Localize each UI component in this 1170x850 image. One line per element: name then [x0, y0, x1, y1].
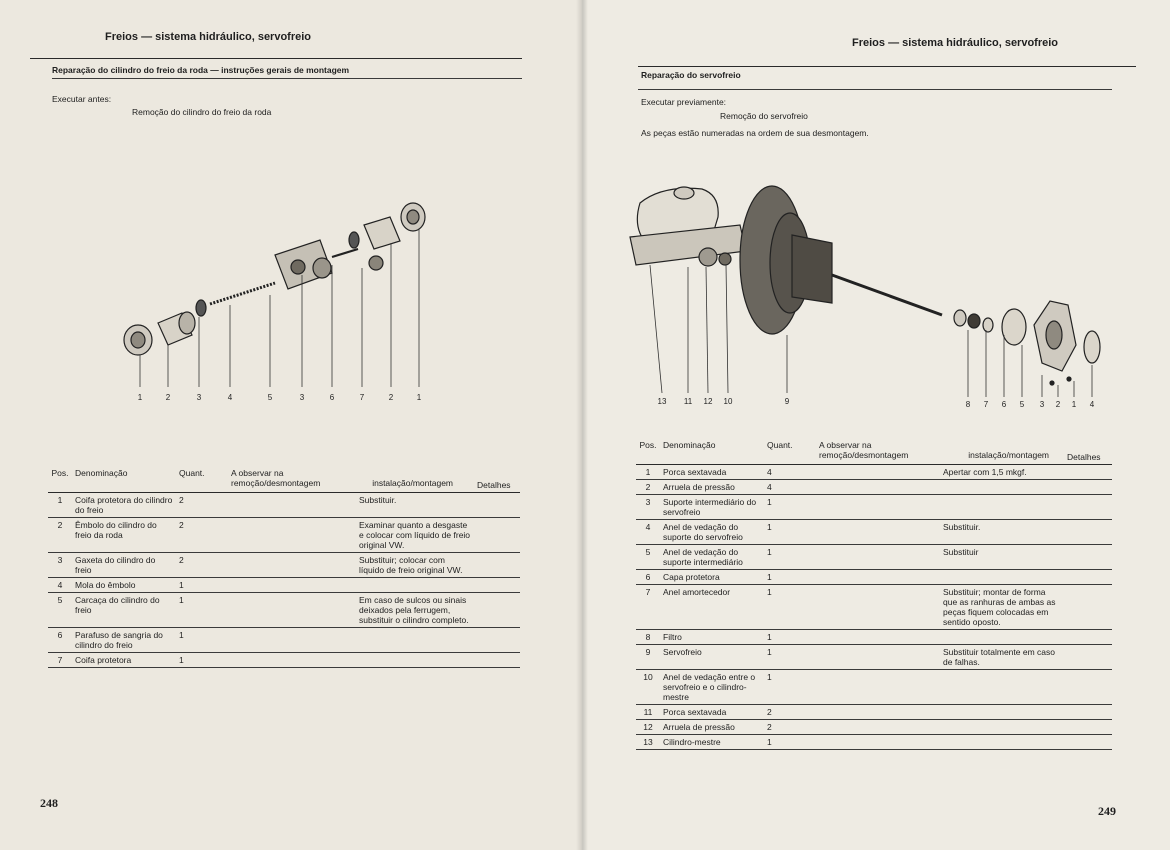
header-name: Denominação [75, 468, 128, 478]
row-removal [816, 480, 940, 495]
row-qty: 1 [179, 595, 184, 605]
table-row [636, 570, 1112, 585]
callout-label: 11 [683, 397, 693, 406]
callout-label: 4 [1089, 400, 1095, 409]
row-qty: 2 [179, 555, 184, 565]
header-details: Detalhes [477, 480, 511, 490]
row-install: Substituir; montar de forma que as ranhuras de ambas as peças fiquem colocadas em sentido oposto. [943, 587, 1056, 627]
header-qty: Quant. [767, 440, 793, 450]
header-observe-label: A observar na [231, 468, 284, 478]
row-details [1064, 570, 1112, 585]
subtitle-rule [52, 78, 522, 79]
row-qty: 2 [767, 707, 772, 717]
row-pos: 4 [57, 580, 63, 590]
row-removal [816, 495, 940, 520]
row-pos: 5 [645, 547, 651, 557]
row-name: Anel de vedação do suporte do servofreio [663, 522, 743, 542]
brake-booster-exploded-drawing [622, 175, 1112, 415]
row-name: Mola do êmbolo [75, 580, 136, 590]
callout-label: 3 [299, 393, 305, 402]
callout-label: 2 [1055, 400, 1061, 409]
row-pos: 12 [643, 722, 653, 732]
row-pos: 1 [57, 495, 63, 505]
row-removal [816, 520, 940, 545]
table-row [636, 585, 1112, 630]
callout-label: 9 [784, 397, 790, 406]
header-install: instalação/montagem [968, 450, 1049, 460]
row-pos: 2 [645, 482, 651, 492]
row-details [1064, 465, 1112, 480]
row-install: Em caso de sulcos ou sinais deixados pela ferrugem, substituir o cilindro completo. [359, 595, 469, 625]
row-details [1064, 520, 1112, 545]
row-qty: 1 [179, 655, 184, 665]
row-name: Gaxeta do cilindro do freio [75, 555, 156, 575]
row-install [940, 495, 1064, 520]
table-row [48, 593, 520, 628]
row-qty: 2 [179, 520, 184, 530]
callout-label: 4 [227, 393, 233, 402]
table-row [48, 578, 520, 593]
row-name: Servofreio [663, 647, 702, 657]
pre-step-text: Remoção do servofreio [720, 111, 808, 121]
row-pos: 1 [645, 467, 651, 477]
right-page [582, 0, 1170, 850]
row-install [940, 705, 1064, 720]
row-removal [228, 578, 356, 593]
wheel-cylinder-exploded-drawing [110, 195, 450, 410]
right-page-header: Freios — sistema hidráulico, servofreio [852, 37, 1059, 49]
header-observe [228, 466, 474, 493]
row-qty: 1 [179, 580, 184, 590]
row-details [1064, 630, 1112, 645]
row-pos: 8 [645, 632, 651, 642]
row-removal [816, 670, 940, 705]
row-install: Substituir. [943, 522, 981, 532]
callout-label: 2 [388, 393, 394, 402]
table-row [636, 630, 1112, 645]
row-name: Arruela de pressão [663, 722, 735, 732]
row-details [1064, 720, 1112, 735]
row-details [1064, 495, 1112, 520]
header-observe-subcols [819, 450, 1061, 460]
subtitle-rule [638, 89, 1112, 90]
row-name: Êmbolo do cilindro do freio da roda [75, 520, 157, 540]
left-parts-table [48, 466, 520, 668]
row-pos: 10 [643, 672, 653, 682]
row-install [940, 720, 1064, 735]
callout-label: 10 [723, 397, 733, 406]
table-row [48, 518, 520, 553]
row-qty: 2 [179, 495, 184, 505]
row-removal [228, 628, 356, 653]
right-parts-table [636, 438, 1112, 750]
callout-label: 8 [965, 400, 971, 409]
row-install: Substituir totalmente em caso de falhas. [943, 647, 1055, 667]
header-removal: remoção/desmontagem [231, 478, 321, 488]
table-header [48, 466, 520, 493]
header-rule [30, 58, 522, 59]
table-row [636, 645, 1112, 670]
row-qty: 1 [179, 630, 184, 640]
row-pos: 11 [643, 707, 653, 717]
row-install: Substituir; colocar com líquido de freio original VW. [359, 555, 463, 575]
row-details [1064, 670, 1112, 705]
row-details [1064, 705, 1112, 720]
table-header [636, 438, 1112, 465]
header-observe [816, 438, 1064, 465]
row-name: Coifa protetora do cilindro do freio [75, 495, 173, 515]
row-install [940, 480, 1064, 495]
row-pos: 4 [645, 522, 651, 532]
row-name: Suporte intermediário do servofreio [663, 497, 757, 517]
pre-step-label: Executar previamente: [641, 97, 727, 107]
callout-label: 2 [165, 393, 171, 402]
table-row [636, 465, 1112, 480]
row-name: Parafuso de sangria do cilindro do freio [75, 630, 163, 650]
row-removal [228, 593, 356, 628]
row-name: Filtro [663, 632, 682, 642]
row-qty: 1 [767, 632, 772, 642]
row-removal [228, 493, 356, 518]
header-removal: remoção/desmontagem [819, 450, 909, 460]
row-details [1064, 735, 1112, 750]
callout-label: 13 [657, 397, 667, 406]
row-install: Examinar quanto a desgaste e colocar com líquido de freio original VW. [359, 520, 471, 550]
row-qty: 2 [767, 722, 772, 732]
row-install [940, 630, 1064, 645]
row-qty: 1 [767, 672, 772, 682]
table-row [636, 670, 1112, 705]
row-details [474, 593, 520, 628]
row-details [474, 553, 520, 578]
row-pos: 3 [57, 555, 63, 565]
row-name: Porca sextavada [663, 467, 727, 477]
table-row [636, 480, 1112, 495]
row-name: Capa protetora [663, 572, 720, 582]
page-gutter [576, 0, 588, 850]
row-removal [816, 705, 940, 720]
callout-label: 1 [416, 393, 422, 402]
row-removal [816, 585, 940, 630]
left-section-title: Reparação do cilindro do freio da roda — instruções gerais de montagem [52, 65, 350, 75]
callout-label: 6 [329, 393, 335, 402]
table-row [48, 653, 520, 668]
row-name: Cilindro-mestre [663, 737, 721, 747]
row-name: Anel de vedação entre o servofreio e o cilindro-mestre [663, 672, 756, 702]
header-rule [638, 66, 1136, 67]
header-name: Denominação [663, 440, 716, 450]
row-qty: 1 [767, 497, 772, 507]
row-details [1064, 585, 1112, 630]
row-install [356, 578, 474, 593]
pre-step-label: Executar antes: [52, 94, 112, 104]
pre-step-text: Remoção do cilindro do freio da roda [132, 107, 272, 117]
row-pos: 3 [645, 497, 651, 507]
callout-label: 5 [1019, 400, 1025, 409]
row-install [940, 670, 1064, 705]
row-name: Carcaça do cilindro do freio [75, 595, 160, 615]
row-removal [816, 645, 940, 670]
row-name: Anel amortecedor [663, 587, 731, 597]
row-details [1064, 545, 1112, 570]
callout-label: 3 [1039, 400, 1045, 409]
row-qty: 1 [767, 547, 772, 557]
row-pos: 6 [645, 572, 651, 582]
row-install [356, 653, 474, 668]
page-number-right: 249 [1098, 804, 1116, 818]
row-removal [816, 570, 940, 585]
row-name: Coifa protetora [75, 655, 132, 665]
header-install: instalação/montagem [372, 478, 453, 488]
table-row [48, 553, 520, 578]
callout-label: 1 [137, 393, 143, 402]
left-page-header: Freios — sistema hidráulico, servofreio [105, 31, 312, 43]
row-pos: 13 [643, 737, 653, 747]
row-install: Substituir. [359, 495, 397, 505]
header-observe-subcols [231, 478, 471, 488]
row-removal [816, 735, 940, 750]
table-row [636, 545, 1112, 570]
row-removal [816, 465, 940, 480]
table-row [636, 705, 1112, 720]
right-section-title: Reparação do servofreio [641, 70, 741, 80]
row-name: Arruela de pressão [663, 482, 735, 492]
header-observe-label: A observar na [819, 440, 872, 450]
table-row [48, 493, 520, 518]
callout-label: 7 [983, 400, 989, 409]
row-removal [816, 720, 940, 735]
row-name: Porca sextavada [663, 707, 727, 717]
callout-label: 6 [1001, 400, 1007, 409]
row-details [474, 493, 520, 518]
header-pos: Pos. [639, 440, 657, 450]
row-install: Apertar com 1,5 mkgf. [943, 467, 1027, 477]
row-qty: 1 [767, 572, 772, 582]
row-qty: 1 [767, 737, 772, 747]
row-install: Substituir [943, 547, 979, 557]
row-removal [228, 653, 356, 668]
row-pos: 2 [57, 520, 63, 530]
row-install [940, 735, 1064, 750]
row-install [940, 570, 1064, 585]
table-row [636, 735, 1112, 750]
row-qty: 4 [767, 467, 772, 477]
row-pos: 6 [57, 630, 63, 640]
row-removal [816, 630, 940, 645]
callout-label: 5 [267, 393, 273, 402]
callout-label: 1 [1071, 400, 1077, 409]
row-pos: 7 [57, 655, 63, 665]
row-pos: 7 [645, 587, 651, 597]
row-qty: 1 [767, 522, 772, 532]
row-details [1064, 645, 1112, 670]
row-qty: 4 [767, 482, 772, 492]
row-install [356, 628, 474, 653]
table-row [636, 495, 1112, 520]
header-details: Detalhes [1067, 452, 1101, 462]
callout-label: 12 [703, 397, 713, 406]
row-removal [816, 545, 940, 570]
row-details [474, 628, 520, 653]
table-row [636, 520, 1112, 545]
row-details [474, 578, 520, 593]
row-qty: 1 [767, 647, 772, 657]
header-pos: Pos. [51, 468, 69, 478]
row-details [474, 518, 520, 553]
row-removal [228, 518, 356, 553]
callout-label: 3 [196, 393, 202, 402]
row-qty: 1 [767, 587, 772, 597]
row-details [1064, 480, 1112, 495]
row-name: Anel de vedação do suporte intermediário [663, 547, 743, 567]
left-page [0, 0, 582, 850]
header-qty: Quant. [179, 468, 205, 478]
row-details [474, 653, 520, 668]
disassembly-order-note: As peças estão numeradas na ordem de sua desmontagem. [641, 128, 869, 138]
row-removal [228, 553, 356, 578]
row-pos: 5 [57, 595, 63, 605]
callout-label: 7 [359, 393, 365, 402]
page-number-left: 248 [40, 796, 58, 810]
table-row [48, 628, 520, 653]
table-row [636, 720, 1112, 735]
row-pos: 9 [645, 647, 651, 657]
